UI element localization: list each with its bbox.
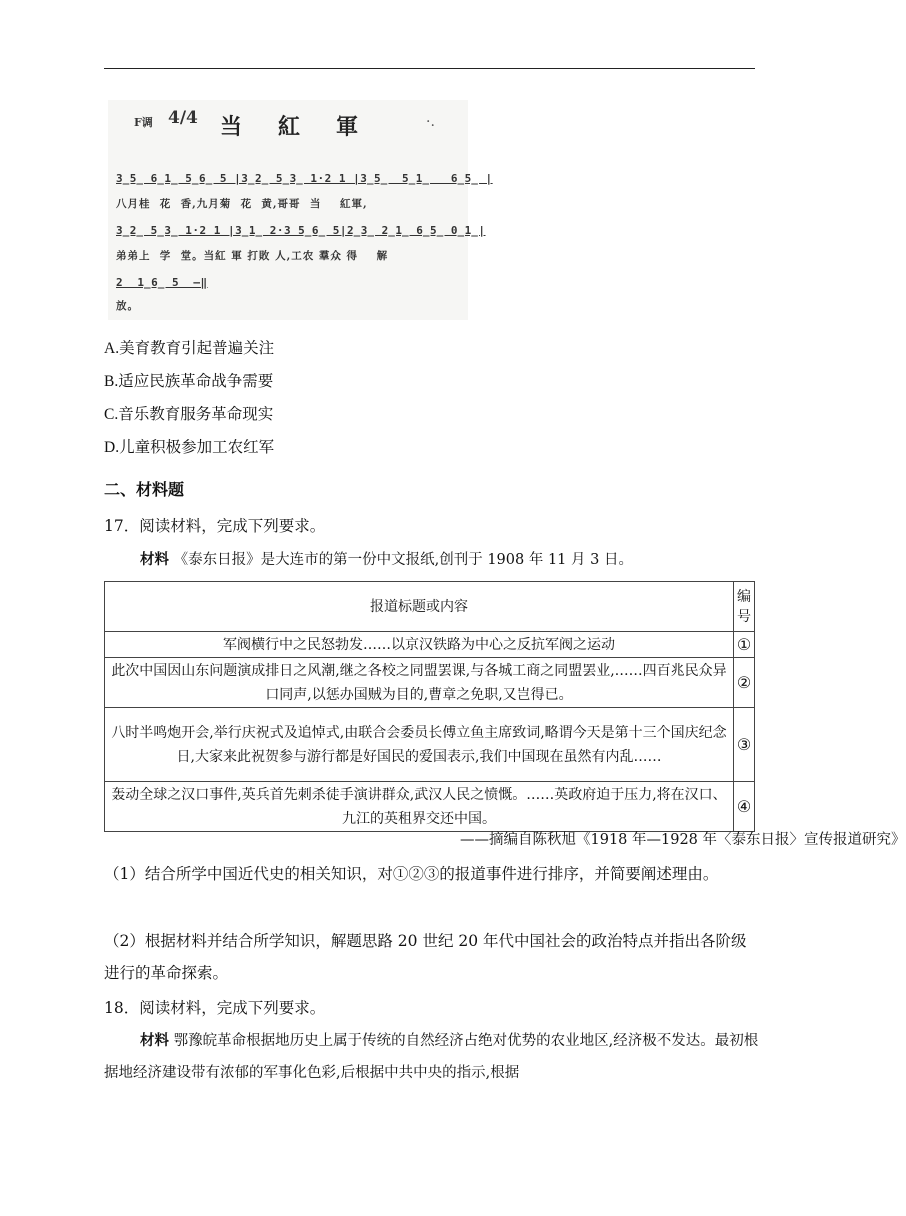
table-cell-number: ③ bbox=[734, 708, 755, 782]
header-rule bbox=[104, 68, 755, 69]
q18-stem: 18．阅读材料，完成下列要求。 bbox=[104, 999, 326, 1017]
table-cell-number: ① bbox=[734, 632, 755, 658]
score-notes-row-1: 3̲5̲ 6̲1̲ 5̲6̲ 5 |3̲2̲ 5̲3̲ 1·2 1 |3̲5̲ 5̲1̲ 6̲5̲ | bbox=[116, 172, 493, 185]
section-title: 二、材料题 bbox=[104, 480, 185, 499]
table-header-content: 报道标题或内容 bbox=[105, 582, 734, 632]
table-header-row bbox=[105, 582, 755, 632]
table-row bbox=[105, 632, 755, 658]
score-notes-row-3: 2 1̲6̲ 5 —‖ bbox=[116, 276, 208, 289]
q18-material-label: 材料 bbox=[140, 1032, 169, 1049]
table-cell-text: 军阀横行中之民怒勃发……以京汉铁路为中心之反抗军阀之运动 bbox=[105, 632, 734, 658]
score-lyrics-row-2: 弟弟上 学 堂。当紅 軍 打敗 人,工农 羣众 得 解 bbox=[116, 250, 389, 262]
table-row bbox=[105, 782, 755, 832]
score-lyrics-row-3: 放。 bbox=[116, 300, 139, 312]
score-key: F调 bbox=[134, 116, 153, 129]
table-header-number: 编号 bbox=[734, 582, 755, 632]
option-c: C.音乐教育服务革命现实 bbox=[104, 406, 274, 423]
option-d: D.儿童积极参加工农红军 bbox=[104, 439, 275, 456]
table-row bbox=[105, 708, 755, 782]
table-cell-number: ④ bbox=[734, 782, 755, 832]
q17-material-text: 《泰东日报》是大连市的第一份中文报纸,创刊于 1908 年 11 月 3 日。 bbox=[173, 552, 633, 568]
score-lyrics-row-1: 八月桂 花 香,九月菊 花 黄,哥哥 当 紅軍, bbox=[116, 198, 368, 210]
q17-sub1: （1）结合所学中国近代史的相关知识，对①②③的报道事件进行排序，并简要阐述理由。 bbox=[104, 865, 719, 883]
music-score-image bbox=[108, 100, 493, 320]
table-row bbox=[105, 658, 755, 708]
q17-sub2: （2）根据材料并结合所学知识，解题思路 20 世纪 20 年代中国社会的政治特点并指出各阶级进行的革命探索。 bbox=[104, 932, 747, 982]
score-notes-row-2: 3̲2̲ 5̲3̲ 1·2 1 |3̲1̲ 2·3 5̲6̲ 5|2̲3̲ 2̲1̲ 6̲5̲ 0̲1̲| bbox=[116, 224, 486, 237]
q18-material bbox=[104, 1025, 759, 1089]
score-mark: ·. bbox=[426, 114, 435, 130]
table-source: ——摘编自陈秋旭《1918 年—1928 年〈泰东日报〉宣传报道研究》 bbox=[460, 832, 906, 848]
q17-material bbox=[140, 548, 633, 569]
option-a: A.美育教育引起普遍关注 bbox=[104, 340, 275, 357]
q17-stem: 17．阅读材料，完成下列要求。 bbox=[104, 517, 326, 535]
q17-material-label: 材料 bbox=[140, 551, 169, 568]
option-b: B.适应民族革命战争需要 bbox=[104, 373, 274, 390]
table-cell-text: 八时半鸣炮开会,举行庆祝式及追悼式,由联合会委员长傅立鱼主席致词,略谓今天是第十三个国庆纪念日,大家来此祝贺参与游行都是好国民的爱国表示,我们中国现在虽然有内乱…… bbox=[105, 708, 734, 782]
q18-material-text: 鄂豫皖革命根据地历史上属于传统的自然经济占绝对优势的农业地区,经济极不发达。最初根据地经济建设带有浓郁的军事化色彩,后根据中共中央的指示,根据 bbox=[104, 1033, 759, 1081]
table-cell-text: 此次中国因山东问题演成排日之风潮,继之各校之同盟罢课,与各城工商之同盟罢业,……四百兆民众异口同声,以惩办国贼为目的,曹章之免职,又岂得已。 bbox=[105, 658, 734, 708]
table-cell-number: ② bbox=[734, 658, 755, 708]
score-time-signature: 4/4 bbox=[168, 108, 198, 128]
score-title: 当紅軍 bbox=[220, 114, 395, 140]
table-cell-text: 轰动全球之汉口事件,英兵首先刺杀徒手演讲群众,武汉人民之愤慨。……英政府迫于压力,将在汉口、九江的英租界交还中国。 bbox=[105, 782, 734, 832]
report-table bbox=[104, 581, 755, 832]
